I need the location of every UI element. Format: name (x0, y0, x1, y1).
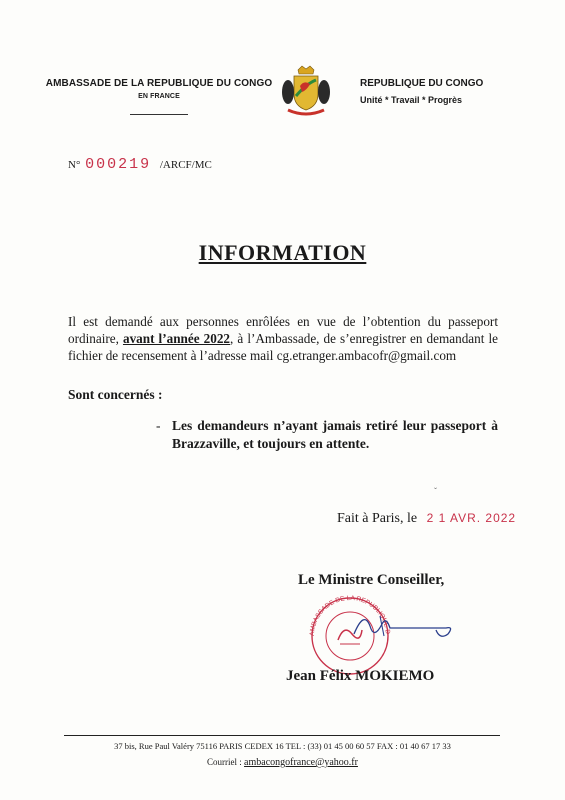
concernes-item-text: Les demandeurs n’ayant jamais retiré leur passeport à Brazzaville, et toujours en attente. (172, 418, 498, 451)
scan-mark: ˇ (434, 486, 437, 496)
body-deadline: avant l’année 2022 (122, 331, 231, 346)
body-text-end: , à l’Ambassade, de s’enregistrer en demandant le fichier de recensement à l’adresse mail cg.etranger.ambacofr@gmail.com (68, 331, 499, 363)
list-dash: - (156, 418, 161, 433)
reference-suffix: /ARCF/MC (159, 159, 212, 171)
embassy-header (44, 78, 274, 115)
footer-rule (64, 735, 500, 736)
reference-prefix: N° (68, 159, 81, 171)
closing-line (337, 511, 516, 527)
republic-name: REPUBLIQUE DU CONGO (360, 78, 484, 89)
handwritten-signature (350, 606, 460, 646)
republic-motto: Unité * Travail * Progrès (360, 95, 463, 105)
header-rule (130, 114, 188, 115)
stamp-text: AMBASSADE DE LA REPUBLIQUE D (308, 594, 392, 637)
reference-line (68, 156, 212, 173)
closing-place: Fait à Paris, le (337, 511, 418, 526)
body-paragraph (68, 313, 498, 364)
reference-number: 000219 (85, 156, 152, 173)
footer-email-link[interactable]: ambacongofrance@yahoo.fr (244, 757, 358, 768)
coat-of-arms-icon (280, 64, 332, 120)
embassy-location: EN FRANCE (138, 93, 180, 100)
signatory-name: Jean Félix MOKIEMO (286, 668, 435, 684)
footer-email-label: Courriel : (207, 757, 242, 767)
footer-contact (0, 757, 565, 768)
footer-address: 37 bis, Rue Paul Valéry 75116 PARIS CEDEX 16 TEL : (33) 01 45 00 60 57 FAX : 01 40 67 17 33 (114, 741, 451, 751)
date-stamp: 2 1 AVR. 2022 (426, 511, 517, 525)
concernes-label: Sont concernés : (68, 387, 163, 402)
signatory-role: Le Ministre Conseiller, (298, 572, 445, 588)
document-title: INFORMATION (198, 240, 367, 265)
body-text-start: Il est demandé aux personnes enrôlées en vue de l’obtention du passeport ordinaire, (68, 314, 498, 346)
embassy-name: AMBASSADE DE LA REPUBLIQUE DU CONGO (45, 78, 273, 89)
republic-header (360, 78, 540, 105)
concernes-list-item (156, 417, 498, 453)
